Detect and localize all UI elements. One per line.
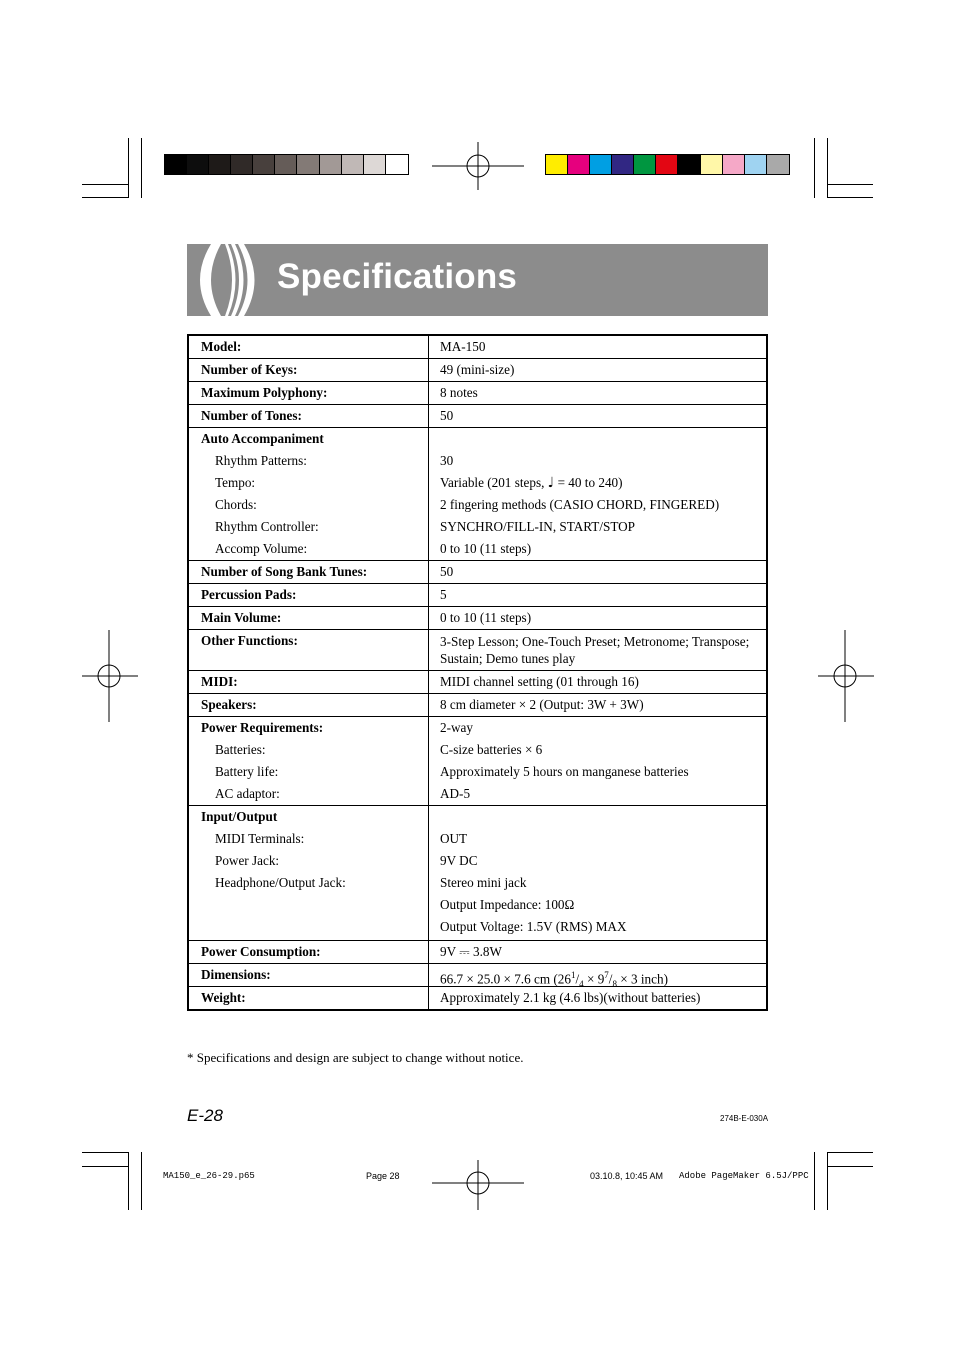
color-swatch bbox=[767, 155, 789, 174]
color-swatch bbox=[231, 155, 253, 174]
color-swatch bbox=[701, 155, 723, 174]
table-row bbox=[188, 382, 767, 405]
slug-date: 03.10.8, 10:45 AM bbox=[590, 1171, 664, 1181]
spec-sublabel: Batteries: bbox=[215, 742, 266, 757]
spec-value: 8 cm diameter × 2 (Output: 3W + 3W) bbox=[440, 697, 644, 712]
color-swatch bbox=[612, 155, 634, 174]
color-swatch bbox=[386, 155, 408, 174]
spec-value: 30 bbox=[440, 453, 454, 468]
table-row bbox=[188, 806, 767, 941]
table-row bbox=[188, 630, 767, 671]
spec-sublabel: Rhythm Patterns: bbox=[215, 453, 307, 468]
gray-scale-bar bbox=[164, 154, 409, 175]
spec-label: Input/Output bbox=[201, 809, 278, 824]
table-row bbox=[188, 964, 767, 987]
spec-label: Weight: bbox=[201, 990, 246, 1005]
quarter-note-icon: ♩ bbox=[547, 475, 555, 491]
color-swatch bbox=[568, 155, 590, 174]
color-swatch bbox=[253, 155, 275, 174]
table-row bbox=[188, 359, 767, 382]
table-row bbox=[188, 335, 767, 359]
spec-label: Auto Accompaniment bbox=[201, 431, 324, 446]
spec-value: MIDI channel setting (01 through 16) bbox=[440, 674, 639, 689]
table-row bbox=[188, 671, 767, 694]
color-swatch bbox=[590, 155, 612, 174]
table-row bbox=[188, 694, 767, 717]
spec-sublabel: Tempo: bbox=[215, 475, 256, 490]
table-row bbox=[188, 941, 767, 964]
spec-sublabel: Accomp Volume: bbox=[215, 541, 308, 556]
table-row bbox=[188, 428, 767, 561]
spec-value: Output Voltage: 1.5V (RMS) MAX bbox=[440, 919, 627, 934]
color-swatch bbox=[546, 155, 568, 174]
spec-value: 3-Step Lesson; One-Touch Preset; Metronome; Transpose; Sustain; Demo tunes play bbox=[440, 634, 750, 666]
spec-label: Number of Tones: bbox=[201, 408, 302, 423]
color-swatch bbox=[745, 155, 767, 174]
color-swatch bbox=[723, 155, 745, 174]
registration-target-right-icon bbox=[818, 630, 874, 722]
spec-label: Main Volume: bbox=[201, 610, 282, 625]
registration-target-left-icon bbox=[82, 630, 138, 722]
spec-value: 50 bbox=[440, 564, 454, 579]
color-swatch bbox=[656, 155, 678, 174]
color-swatch bbox=[275, 155, 297, 174]
spec-value: 50 bbox=[440, 408, 454, 423]
color-swatch bbox=[165, 155, 187, 174]
spec-label: Number of Keys: bbox=[201, 362, 298, 377]
color-swatch bbox=[678, 155, 700, 174]
color-swatch bbox=[342, 155, 364, 174]
table-row bbox=[188, 717, 767, 806]
spec-label: Speakers: bbox=[201, 697, 257, 712]
document-code: 274B-E-030A bbox=[720, 1114, 769, 1123]
color-bar bbox=[545, 154, 790, 175]
table-row bbox=[188, 405, 767, 428]
slug-application: Adobe PageMaker 6.5J/PPC bbox=[679, 1171, 809, 1181]
spec-value: Approximately 5 hours on manganese batteries bbox=[440, 764, 689, 779]
color-swatch bbox=[297, 155, 319, 174]
spec-sublabel: MIDI Terminals: bbox=[215, 831, 305, 846]
spec-value: C-size batteries × 6 bbox=[440, 742, 543, 757]
title-banner bbox=[187, 244, 768, 316]
spec-label: Dimensions: bbox=[201, 967, 271, 982]
spec-value: MA-150 bbox=[440, 339, 486, 354]
spec-value: SYNCHRO/FILL-IN, START/STOP bbox=[440, 519, 636, 534]
spec-sublabel: AC adaptor: bbox=[215, 786, 280, 801]
spec-label: Model: bbox=[201, 339, 242, 354]
spec-label: Maximum Polyphony: bbox=[201, 385, 328, 400]
spec-value: OUT bbox=[440, 831, 468, 846]
table-row bbox=[188, 607, 767, 630]
color-swatch bbox=[320, 155, 342, 174]
spec-value: 9V DC bbox=[440, 853, 478, 868]
spec-sublabel: Chords: bbox=[215, 497, 257, 512]
spec-value: 0 to 10 (11 steps) bbox=[440, 610, 532, 625]
registration-target-top-icon bbox=[432, 142, 524, 190]
color-swatch bbox=[364, 155, 386, 174]
banner-arcs-icon bbox=[187, 244, 267, 316]
spec-value: Approximately 2.1 kg (4.6 lbs)(without batteries) bbox=[440, 990, 701, 1005]
table-row bbox=[188, 561, 767, 584]
specifications-table bbox=[187, 334, 768, 1011]
color-swatch bbox=[209, 155, 231, 174]
page-number: E-28 bbox=[187, 1106, 223, 1125]
spec-sublabel: Power Jack: bbox=[215, 853, 280, 868]
spec-value: 2-way bbox=[440, 720, 473, 735]
spec-value: 0 to 10 (11 steps) bbox=[440, 541, 532, 556]
spec-value: 5 bbox=[440, 587, 447, 602]
spec-value: 49 (mini-size) bbox=[440, 362, 515, 377]
table-row bbox=[188, 584, 767, 607]
spec-sublabel: Rhythm Controller: bbox=[215, 519, 319, 534]
footnote: * Specifications and design are subject to change without notice. bbox=[187, 1050, 524, 1065]
spec-label: Power Requirements: bbox=[201, 720, 324, 735]
spec-sublabel: Headphone/Output Jack: bbox=[215, 875, 346, 890]
spec-label: MIDI: bbox=[201, 674, 238, 689]
spec-label: Number of Song Bank Tunes: bbox=[201, 564, 368, 579]
spec-value: Output Impedance: 100Ω bbox=[440, 897, 575, 912]
dc-symbol-icon: ⎓ bbox=[459, 945, 470, 960]
slug-page: Page 28 bbox=[366, 1171, 400, 1181]
spec-value: Variable (201 steps, ♩ = 40 to 240) bbox=[440, 475, 623, 491]
spec-label: Percussion Pads: bbox=[201, 587, 297, 602]
spec-value: 9V ⎓ 3.8W bbox=[440, 944, 502, 960]
table-row bbox=[188, 987, 767, 1011]
spec-label: Other Functions: bbox=[201, 633, 298, 648]
color-swatch bbox=[187, 155, 209, 174]
color-swatch bbox=[634, 155, 656, 174]
spec-value: 66.7 × 25.0 × 7.6 cm ($26^1/_4 \times 9^7/_8 \times 3$ inch) bbox=[440, 970, 668, 990]
registration-target-bottom-icon bbox=[432, 1160, 524, 1210]
spec-value: Stereo mini jack bbox=[440, 875, 527, 890]
spec-label: Power Consumption: bbox=[201, 944, 321, 959]
spec-value: 2 fingering methods (CASIO CHORD, FINGERED) bbox=[440, 497, 720, 512]
spec-value: 8 notes bbox=[440, 385, 478, 400]
spec-sublabel: Battery life: bbox=[215, 764, 279, 779]
slug-filename: MA150_e_26-29.p65 bbox=[163, 1171, 255, 1181]
page-title: Specifications bbox=[277, 257, 518, 296]
spec-value: AD-5 bbox=[440, 786, 471, 801]
